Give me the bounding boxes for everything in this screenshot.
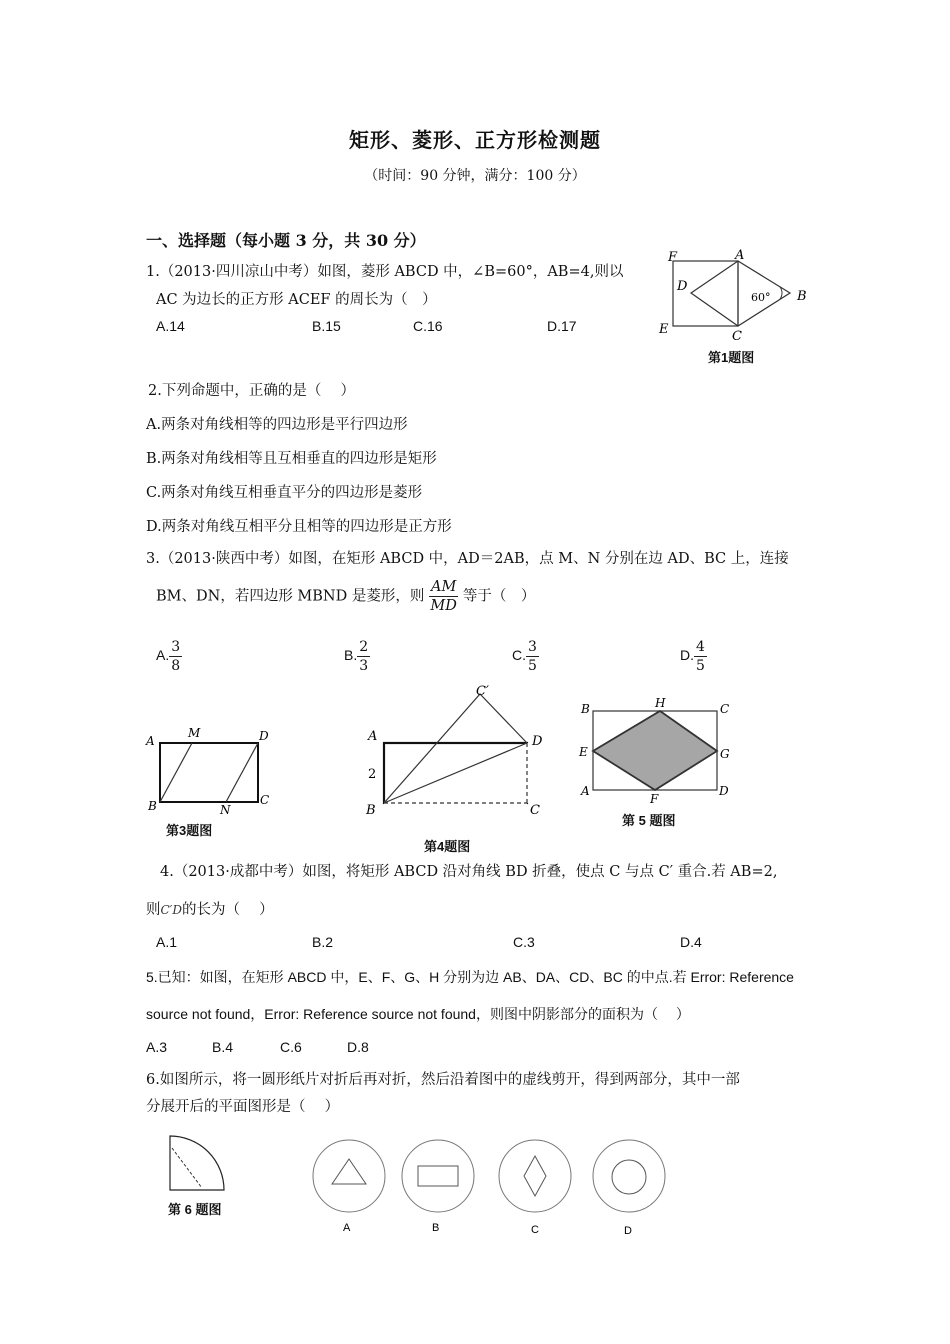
q4-line2: 则C′D的长为（ ） xyxy=(146,902,274,918)
q3-fraction xyxy=(429,578,458,615)
q1-label-a: A xyxy=(735,248,745,263)
q6-line2: 分展开后的平面图形是（ ） xyxy=(146,1099,340,1115)
svg-text:C: C xyxy=(260,793,270,807)
q4-option-d: D.4 xyxy=(680,934,702,950)
page-subtitle: （时间：90 分钟，满分：100 分） xyxy=(364,168,586,184)
svg-text:A: A xyxy=(368,729,378,744)
svg-text:B: B xyxy=(581,702,590,716)
q5-figure xyxy=(575,695,745,805)
q3-line2-start: BM、DN，若四边形 MBND 是菱形，则 xyxy=(156,588,425,605)
q1-line1: 1.（2013·四川凉山中考）如图，菱形 ABCD 中，∠B=60°，AB=4,则以 xyxy=(146,264,624,280)
q3-line2-end: 等于（ ） xyxy=(462,588,536,605)
q1-option-c: C.16 xyxy=(413,318,443,334)
svg-text:D: D xyxy=(719,784,729,798)
q2-stem: 2.下列命题中，正确的是（ ） xyxy=(148,383,355,399)
q6-caption: 第 6 题图 xyxy=(168,1202,222,1217)
q4-figure xyxy=(360,682,550,822)
svg-text:C: C xyxy=(530,803,540,818)
q1-label-angle: 60° xyxy=(751,291,771,304)
q5-option-c: C.6 xyxy=(280,1039,302,1055)
q1-line2: AC 为边长的正方形 ACEF 的周长为（ ） xyxy=(156,292,437,308)
svg-text:G: G xyxy=(720,747,730,761)
q1-option-b: B.15 xyxy=(312,318,341,334)
svg-text:B: B xyxy=(366,803,376,818)
q3-caption: 第3题图 xyxy=(166,823,213,838)
q2-option-b: B.两条对角线相等且互相垂直的四边形是矩形 xyxy=(146,451,437,467)
q1-caption: 第1题图 xyxy=(708,350,755,365)
q6-option-b: B xyxy=(432,1222,440,1234)
svg-text:A: A xyxy=(146,734,155,748)
q4-option-b: B.2 xyxy=(312,934,334,950)
q1-label-f: F xyxy=(668,250,678,265)
q5-option-b: B.4 xyxy=(212,1039,234,1055)
svg-text:D: D xyxy=(259,729,269,743)
section-heading: 一、选择题（每小题 3 分，共 30 分） xyxy=(146,231,426,250)
q6-option-a: A xyxy=(343,1222,351,1234)
q1-option-d: D.17 xyxy=(547,318,577,334)
q3-option-a: A. $\frac{3}{8}$ xyxy=(156,639,181,674)
q3-option-c: C. $\frac{3}{5}$ xyxy=(512,639,537,674)
svg-text:M: M xyxy=(188,726,201,740)
q5-option-d: D.8 xyxy=(347,1039,369,1055)
q2-option-a: A.两条对角线相等的四边形是平行四边形 xyxy=(146,417,408,433)
q4-fig-caption: 第4题图 xyxy=(424,839,471,854)
q1-label-d: D xyxy=(677,279,688,294)
q3-frac-den: MD xyxy=(430,598,457,614)
svg-text:F: F xyxy=(650,792,659,805)
q2-option-d: D.两条对角线互相平分且相等的四边形是正方形 xyxy=(146,519,452,535)
q4-line1: 4.（2013·成都中考）如图，将矩形 ABCD 沿对角线 BD 折叠，使点 C 与点 C′ 重合.若 AB=2, xyxy=(160,864,778,880)
q1-label-b: B xyxy=(797,289,807,304)
page-title: 矩形、菱形、正方形检测题 xyxy=(349,128,601,152)
q4-option-a: A.1 xyxy=(156,934,178,950)
q6-line1: 6.如图所示，将一圆形纸片对折后再对折，然后沿着图中的虚线剪开，得到两部分，其中一部 xyxy=(146,1072,740,1088)
svg-text:C: C xyxy=(720,702,730,716)
svg-text:E: E xyxy=(579,745,588,759)
svg-text:2: 2 xyxy=(368,767,377,782)
q3-figure xyxy=(140,722,280,822)
q1-label-e: E xyxy=(659,322,669,337)
svg-text:C′: C′ xyxy=(476,684,489,699)
q3-line1: 3.（2013·陕西中考）如图，在矩形 ABCD 中，AD＝2AB，点 M、N 分别在边 AD、BC 上，连接 xyxy=(146,551,789,567)
svg-text:B: B xyxy=(148,799,157,813)
q6-figure xyxy=(160,1128,240,1198)
q6-option-c: C xyxy=(531,1224,539,1236)
q3-option-b: B. $\frac{2}{3}$ xyxy=(344,639,369,674)
q1-option-a: A.14 xyxy=(156,318,185,334)
q5-option-a: A.3 xyxy=(146,1039,168,1055)
q4-option-c: C.3 xyxy=(513,934,535,950)
q3-line2 xyxy=(156,578,535,615)
q2-option-c: C.两条对角线互相垂直平分的四边形是菱形 xyxy=(146,485,423,501)
q5-fig-caption: 第 5 题图 xyxy=(622,813,676,828)
q1-label-c: C xyxy=(732,329,742,344)
svg-text:D: D xyxy=(532,734,543,749)
svg-text:H: H xyxy=(655,696,666,710)
svg-text:N: N xyxy=(220,803,231,817)
q5-line2: source not found，Error: Reference source not found，则图中阴影部分的面积为（ ） xyxy=(146,1006,690,1022)
q3-frac-num: AM xyxy=(430,579,457,595)
q5-line1: 5.已知：如图，在矩形 ABCD 中，E、F、G、H 分别为边 AB、DA、CD、BC 的中点.若 Error: Reference xyxy=(146,969,794,985)
q3-option-d: D. $\frac{4}{5}$ xyxy=(680,639,705,674)
q6-option-d: D xyxy=(624,1225,632,1237)
q4-cd-symbol: C′D xyxy=(160,903,183,917)
q6-options-figure xyxy=(305,1135,675,1245)
svg-text:A: A xyxy=(581,784,590,798)
